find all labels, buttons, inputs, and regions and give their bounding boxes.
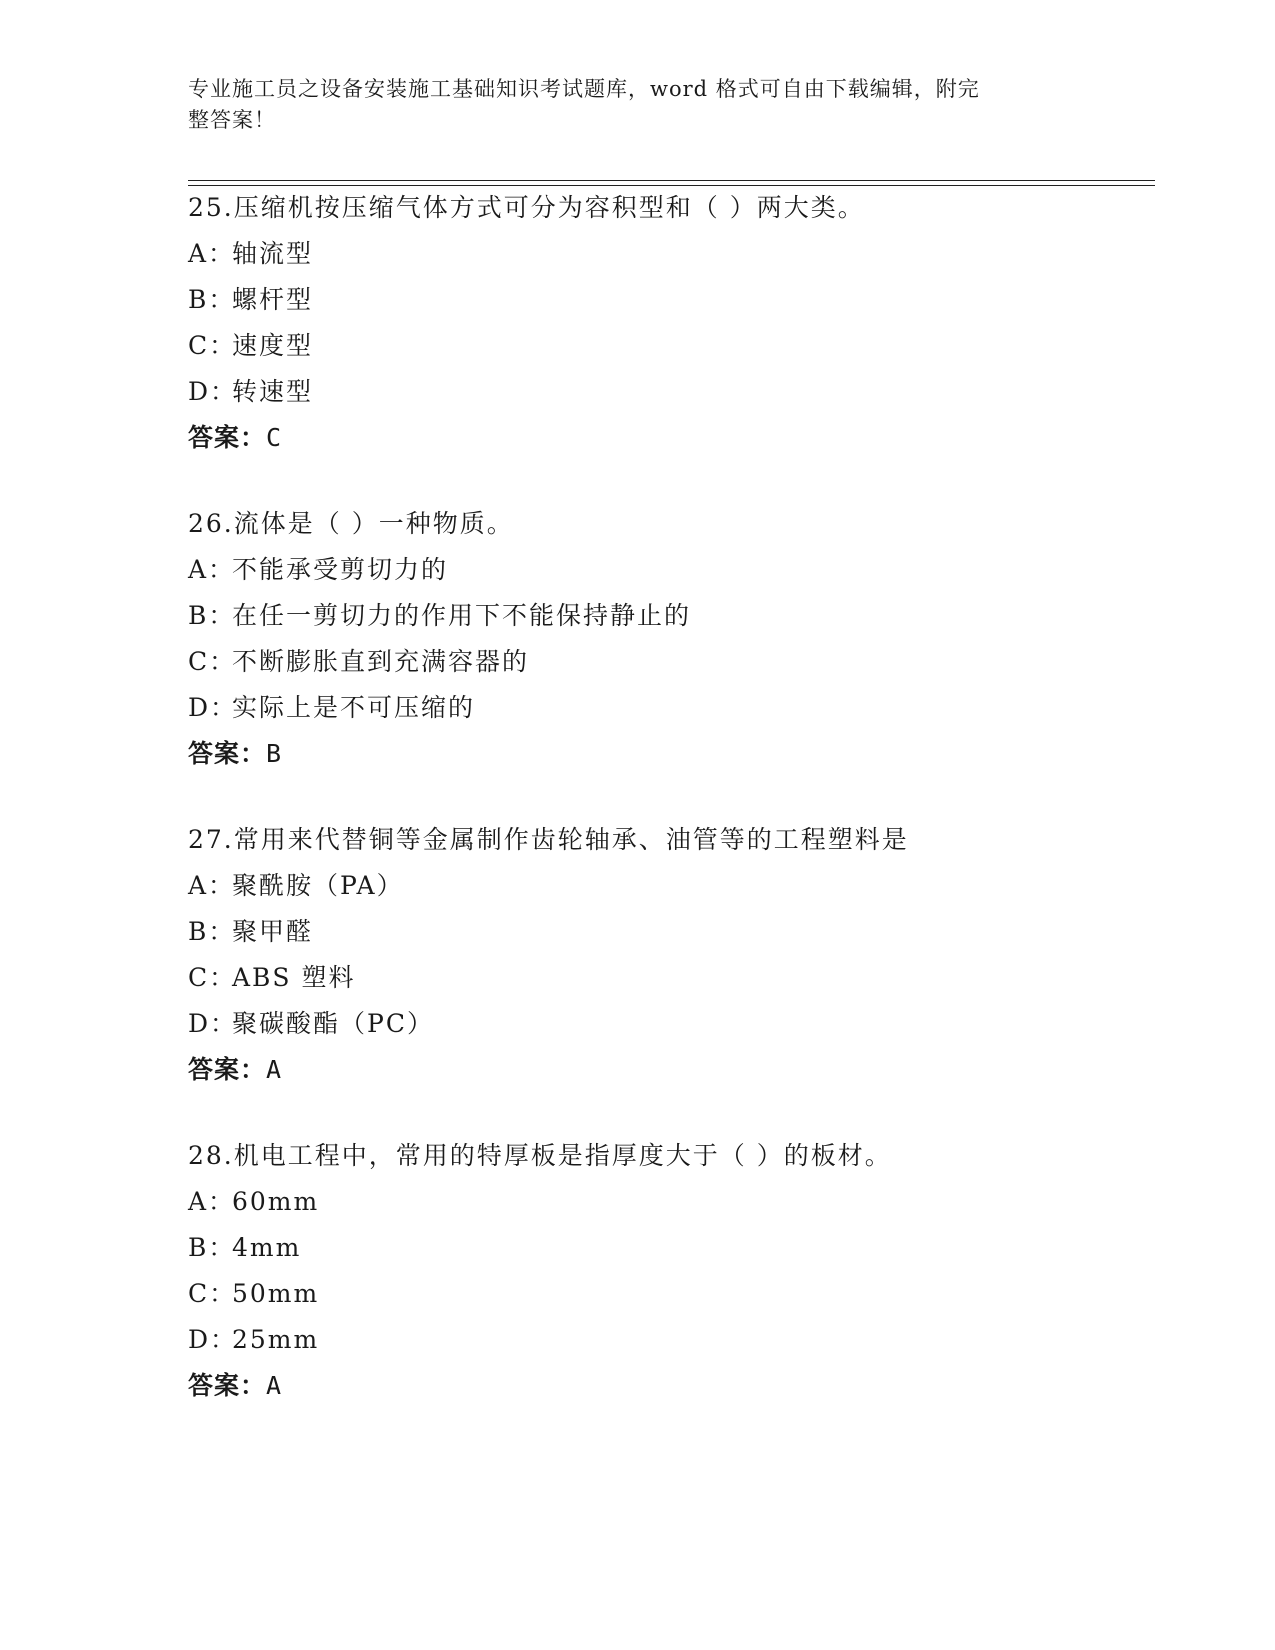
question-block-26 xyxy=(188,501,1168,777)
option-key: A： xyxy=(188,1187,236,1216)
question-block-25 xyxy=(188,185,1168,461)
option-key: D： xyxy=(188,693,238,722)
option-c xyxy=(188,323,1168,369)
option-key: B： xyxy=(188,285,236,314)
answer-label: 答案： xyxy=(188,1055,267,1084)
document-header xyxy=(188,74,1088,136)
option-a xyxy=(188,547,1168,593)
option-text: 不断膨胀直到充满容器的 xyxy=(232,647,530,676)
answer-label: 答案： xyxy=(188,739,267,768)
option-text: 轴流型 xyxy=(232,239,314,268)
answer-label: 答案： xyxy=(188,423,267,452)
option-d xyxy=(188,369,1168,415)
header-divider-top xyxy=(188,180,1155,181)
option-b xyxy=(188,909,1168,955)
option-text: 25mm xyxy=(232,1325,320,1354)
option-text: 速度型 xyxy=(232,331,314,360)
option-a xyxy=(188,1179,1168,1225)
answer-line xyxy=(188,1047,1168,1093)
option-key: C： xyxy=(188,1279,237,1308)
option-d xyxy=(188,685,1168,731)
option-d xyxy=(188,1317,1168,1363)
option-d xyxy=(188,1001,1168,1047)
option-b xyxy=(188,1225,1168,1271)
option-text: ABS 塑料 xyxy=(232,963,356,992)
answer-value: B xyxy=(266,739,283,768)
option-key: A： xyxy=(188,871,236,900)
option-text: 螺杆型 xyxy=(232,285,314,314)
option-text: 50mm xyxy=(232,1279,320,1308)
option-text: 实际上是不可压缩的 xyxy=(232,693,476,722)
option-key: C： xyxy=(188,647,237,676)
option-c xyxy=(188,639,1168,685)
option-a xyxy=(188,863,1168,909)
option-c xyxy=(188,955,1168,1001)
option-text: 聚酰胺（PA） xyxy=(232,871,404,900)
option-key: D： xyxy=(188,377,238,406)
answer-line xyxy=(188,731,1168,777)
option-c xyxy=(188,1271,1168,1317)
question-block-28 xyxy=(188,1133,1168,1409)
option-text: 60mm xyxy=(232,1187,320,1216)
option-text: 不能承受剪切力的 xyxy=(232,555,449,584)
option-key: C： xyxy=(188,963,237,992)
answer-value: A xyxy=(266,1371,283,1400)
option-key: B： xyxy=(188,917,236,946)
option-key: C： xyxy=(188,331,237,360)
option-text: 聚碳酸酯（PC） xyxy=(232,1009,434,1038)
answer-value: A xyxy=(266,1055,283,1084)
question-stem: 27.常用来代替铜等金属制作齿轮轴承、油管等的工程塑料是 xyxy=(188,825,909,854)
option-a xyxy=(188,231,1168,277)
answer-value: C xyxy=(266,423,283,452)
option-key: A： xyxy=(188,555,236,584)
answer-line xyxy=(188,415,1168,461)
option-key: D： xyxy=(188,1325,238,1354)
answer-line xyxy=(188,1363,1168,1409)
question-stem: 26.流体是（ ）一种物质。 xyxy=(188,509,514,538)
option-key: B： xyxy=(188,601,236,630)
answer-label: 答案： xyxy=(188,1371,267,1400)
option-key: D： xyxy=(188,1009,238,1038)
question-block-27 xyxy=(188,817,1168,1093)
question-stem: 25.压缩机按压缩气体方式可分为容积型和（ ）两大类。 xyxy=(188,193,865,222)
header-line-2: 整答案！ xyxy=(188,108,276,132)
option-key: B： xyxy=(188,1233,236,1262)
option-key: A： xyxy=(188,239,236,268)
option-text: 转速型 xyxy=(232,377,314,406)
option-text: 聚甲醛 xyxy=(232,917,314,946)
option-text: 在任一剪切力的作用下不能保持静止的 xyxy=(232,601,692,630)
option-text: 4mm xyxy=(232,1233,302,1262)
option-b xyxy=(188,277,1168,323)
header-line-1: 专业施工员之设备安装施工基础知识考试题库，word 格式可自由下载编辑，附完 xyxy=(188,77,980,101)
question-stem: 28.机电工程中，常用的特厚板是指厚度大于（ ）的板材。 xyxy=(188,1141,892,1170)
option-b xyxy=(188,593,1168,639)
